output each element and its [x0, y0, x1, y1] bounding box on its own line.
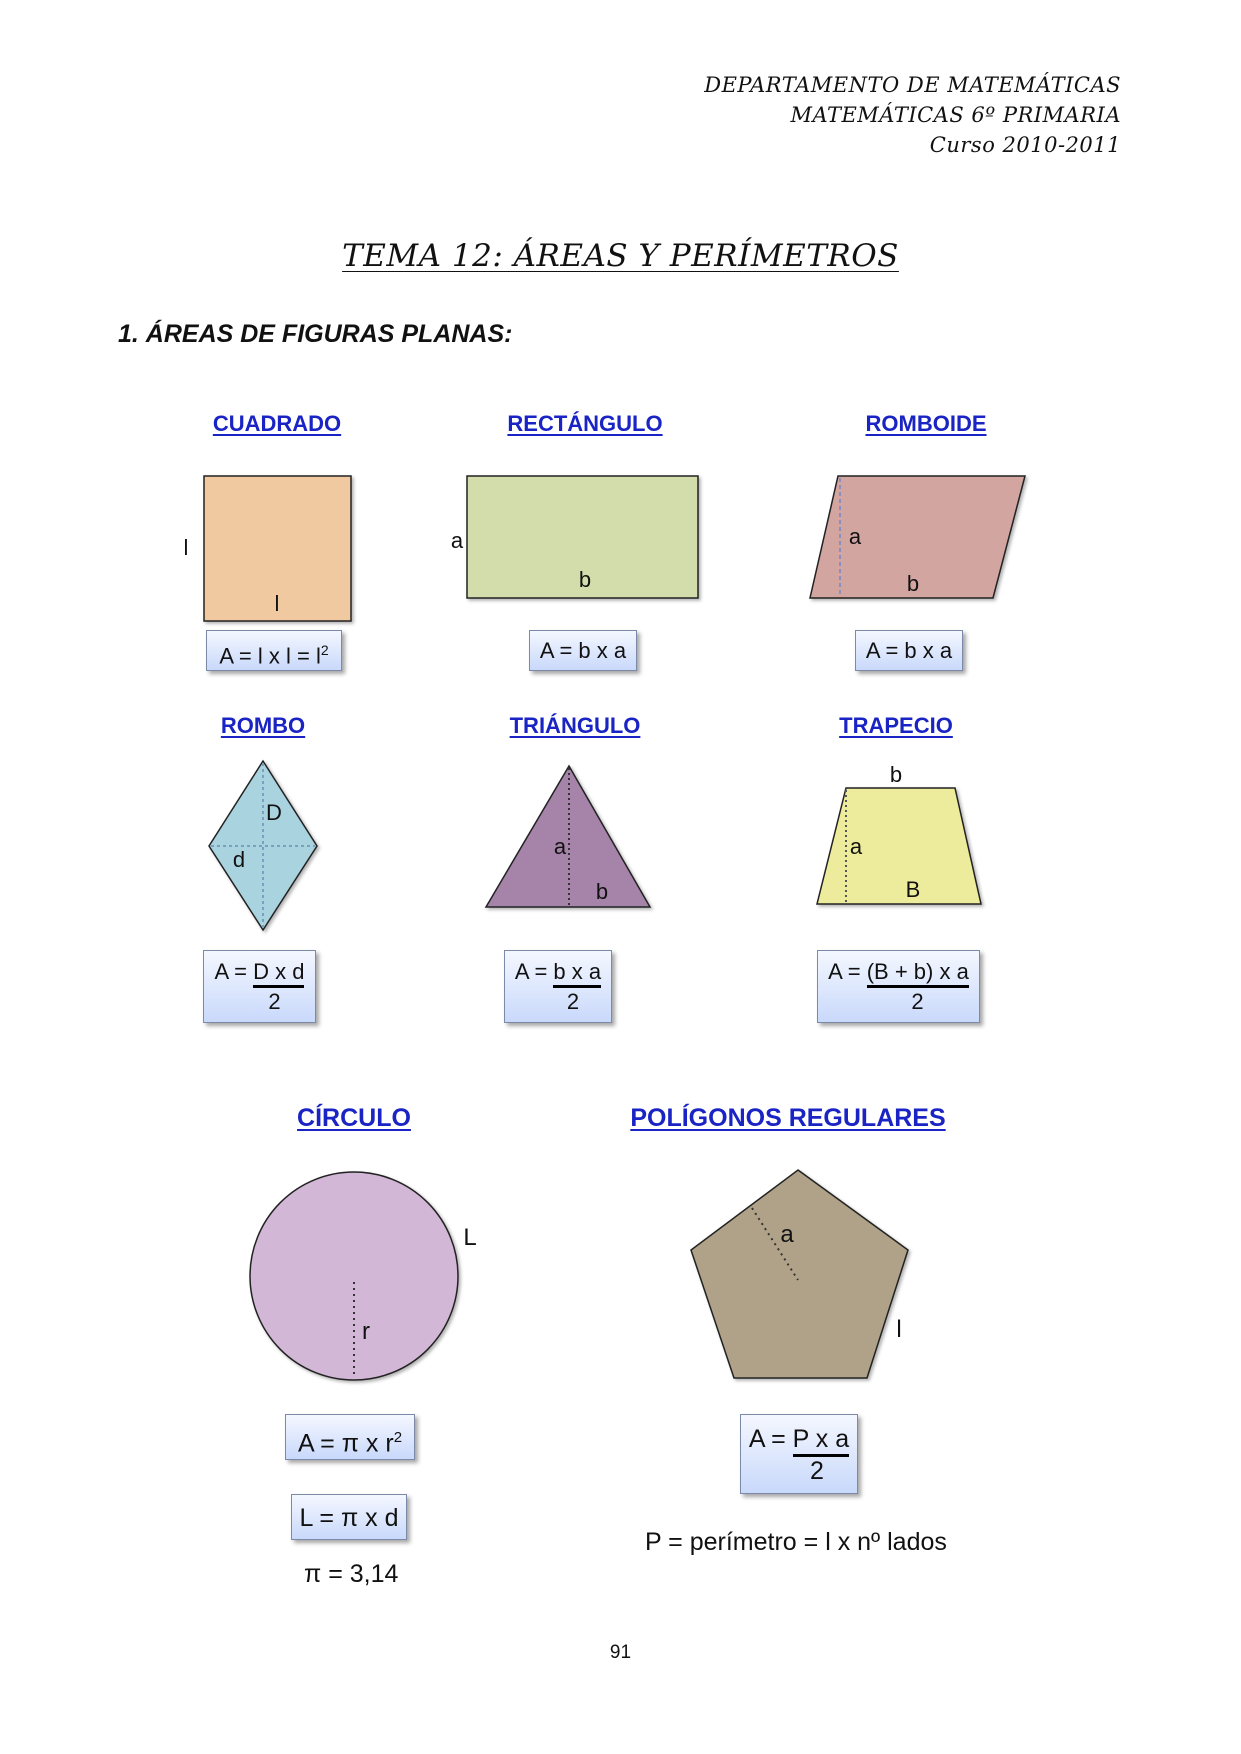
triangle-formula-prefix: A = [514, 959, 554, 984]
trapezoid-height-label: a [849, 834, 863, 859]
square-formula-exponent: 2 [320, 642, 329, 658]
rhombus-formula-denominator: 2 [268, 989, 281, 1014]
triangle-formula-numerator: b x a [553, 959, 601, 988]
trapezoid-formula-denominator: 2 [911, 989, 924, 1014]
section-heading: 1. ÁREAS DE FIGURAS PLANAS: [118, 320, 513, 348]
circle-area-exponent: 2 [393, 1429, 403, 1446]
polygon-formula-box [740, 1414, 858, 1494]
rhomboid-title: ROMBOIDE [865, 411, 987, 436]
rhombus-formula-prefix: A = [214, 959, 254, 984]
trapezoid-shape [817, 788, 981, 904]
square-formula-box [206, 630, 342, 671]
circle-radius-label: r [362, 1318, 370, 1345]
square-side-bottom-label: l [274, 591, 280, 616]
rectangle-base-label: b [578, 567, 592, 592]
circle-area-formula: A = π x r [297, 1429, 394, 1458]
pentagon-side-label: l [896, 1316, 902, 1343]
page-number: 91 [609, 1642, 632, 1663]
trapezoid-title: TRAPECIO [839, 713, 953, 738]
rectangle-height-label: a [450, 528, 464, 553]
pentagon-apothem-label: a [780, 1221, 794, 1248]
triangle-base-label: b [595, 879, 609, 904]
triangle-formula-box [504, 950, 612, 1023]
rhomboid-formula-box [855, 630, 963, 671]
rhomboid-formula: A = b x a [865, 638, 953, 663]
polygon-formula-numerator: P x a [793, 1425, 850, 1457]
pi-value-note: π = 3,14 [304, 1560, 399, 1588]
circle-length-formula: L = π x d [299, 1504, 399, 1532]
rectangle-title: RECTÁNGULO [507, 411, 663, 436]
square-formula: A = l x l = l [219, 643, 321, 669]
polygon-formula-prefix: A = [748, 1425, 793, 1453]
trapezoid-minor-base-label: b [889, 762, 903, 787]
rhombus-formula-box [203, 950, 316, 1023]
page-title: TEMA 12: ÁREAS Y PERÍMETROS [342, 238, 899, 274]
square-side-left-label: l [183, 535, 189, 560]
circle-area-formula-box [285, 1414, 415, 1460]
polygon-formula-denominator: 2 [810, 1457, 824, 1485]
trapezoid-formula-numerator: (B + b) x a [867, 959, 969, 988]
circle-length-formula-box [291, 1494, 407, 1540]
trapezoid-formula-prefix: A = [828, 959, 867, 984]
triangle-height-label: a [553, 834, 567, 859]
header-department: DEPARTAMENTO DE MATEMÁTICAS [704, 73, 1121, 97]
circle-title: CÍRCULO [297, 1104, 411, 1132]
pentagon-shape [691, 1170, 908, 1378]
rhombus-title: ROMBO [220, 713, 306, 738]
rhombus-major-diagonal-label: D [266, 800, 282, 825]
rhombus-minor-diagonal-label: d [232, 847, 246, 872]
rhombus-formula-numerator: D x d [253, 959, 304, 988]
perimeter-note: P = perímetro = l x nº lados [645, 1528, 947, 1556]
trapezoid-formula-box [817, 950, 980, 1023]
header-year: Curso 2010-2011 [929, 133, 1121, 157]
rectangle-formula: A = b x a [539, 638, 627, 663]
circle-circumference-label: L [463, 1224, 477, 1251]
rhomboid-base-label: b [906, 571, 920, 596]
rectangle-formula-box [529, 630, 637, 671]
rhomboid-height-label: a [848, 524, 862, 549]
header-course: MATEMÁTICAS 6º PRIMARIA [790, 103, 1121, 127]
triangle-shape [486, 766, 650, 907]
triangle-title: TRIÁNGULO [509, 713, 641, 738]
square-title: CUADRADO [212, 411, 342, 436]
regular-polygons-title: POLÍGONOS REGULARES [630, 1104, 946, 1132]
triangle-formula-denominator: 2 [566, 989, 580, 1014]
trapezoid-major-base-label: B [905, 877, 921, 902]
